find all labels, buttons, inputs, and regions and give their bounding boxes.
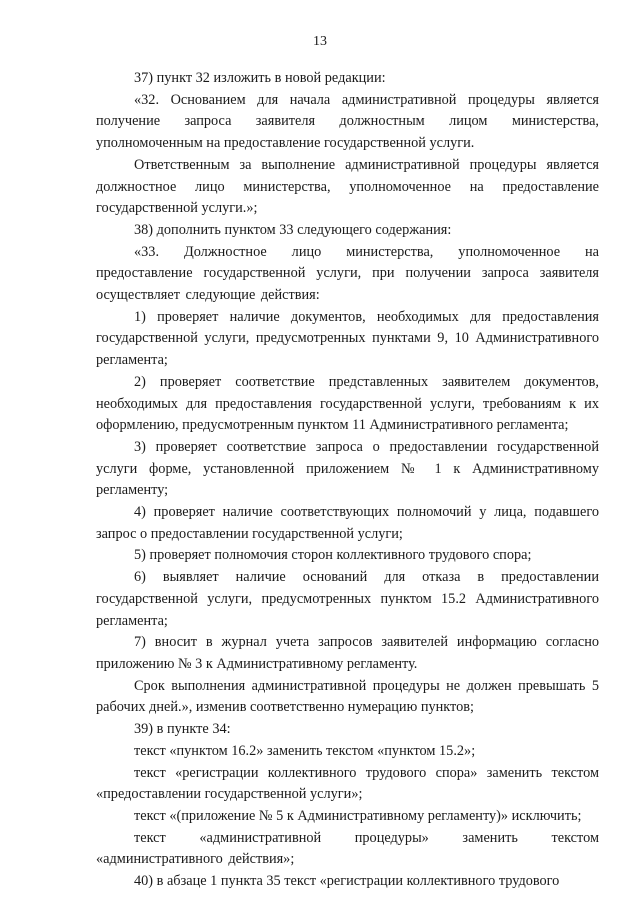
list-item-7: 7) вносит в журнал учета запросов заявителей информацию согласно приложению № 3 к Административному регламенту.: [96, 634, 599, 672]
paragraph-39-text-4: текст «административной процедуры» заменить текстом «административного действия»;: [96, 829, 599, 868]
paragraph-responsible: Ответственным за выполнение административной процедуры является должностное лицо министерства, уполномоченное на предоставление государственной услуги.»;: [96, 156, 599, 217]
document-body: [96, 68, 599, 893]
paragraph-32-basis: «32. Основанием для начала административной процедуры является получение запроса заявителя должностным лицом министерства, уполномоченным на предоставление государственной услуги.: [96, 91, 599, 152]
list-item-4: 4) проверяет наличие соответствующих полномочий у лица, подавшего запрос о предоставлении государственной услуги;: [96, 504, 599, 542]
page-number: 13: [313, 34, 327, 49]
list-item-6: 6) выявляет наличие оснований для отказа в предоставлении государственной услуги, предусмотренных пунктом 15.2 Административного регламента;: [96, 569, 599, 629]
paragraph-40: 40) в абзаце 1 пункта 35 текст «регистрации коллективного трудового: [134, 873, 560, 890]
paragraph-37: 37) пункт 32 изложить в новой редакции:: [134, 70, 386, 86]
paragraph-33-official: «33. Должностное лицо министерства, уполномоченное на предоставление государственной услуги, при получении запроса заявителя осуществляет следующие действия:: [96, 243, 599, 304]
paragraph-38: 38) дополнить пунктом 33 следующего содержания:: [134, 221, 452, 238]
list-item-2: 2) проверяет соответствие представленных заявителем документов, необходимых для предоставления государственной услуги, требованиям к их оформлению, предусмотренным пунктом 11 Административного регламента;: [96, 373, 599, 434]
paragraph-39-text-3: текст «(приложение № 5 к Административному регламенту)» исключить;: [134, 807, 582, 824]
list-item-1: 1) проверяет наличие документов, необходимых для предоставления государственной услуги, предусмотренных пунктами 9, 10 Административного регламента;: [96, 308, 599, 369]
paragraph-39: 39) в пункте 34:: [134, 721, 231, 738]
paragraph-39-text-1: текст «пунктом 16.2» заменить текстом «пунктом 15.2»;: [134, 742, 476, 759]
paragraph-39-text-2: текст «регистрации коллективного трудового спора» заменить текстом «предоставлении государственной услуги»;: [96, 764, 599, 803]
paragraph-term: Срок выполнения административной процедуры не должен превышать 5 рабочих дней.», изменив соответственно нумерацию пунктов;: [96, 677, 599, 716]
list-item-5: 5) проверяет полномочия сторон коллективного трудового спора;: [134, 547, 532, 564]
list-item-3: 3) проверяет соответствие запроса о предоставлении государственной услуги форме, установленной приложением № 1 к Административному регламенту;: [96, 438, 599, 499]
